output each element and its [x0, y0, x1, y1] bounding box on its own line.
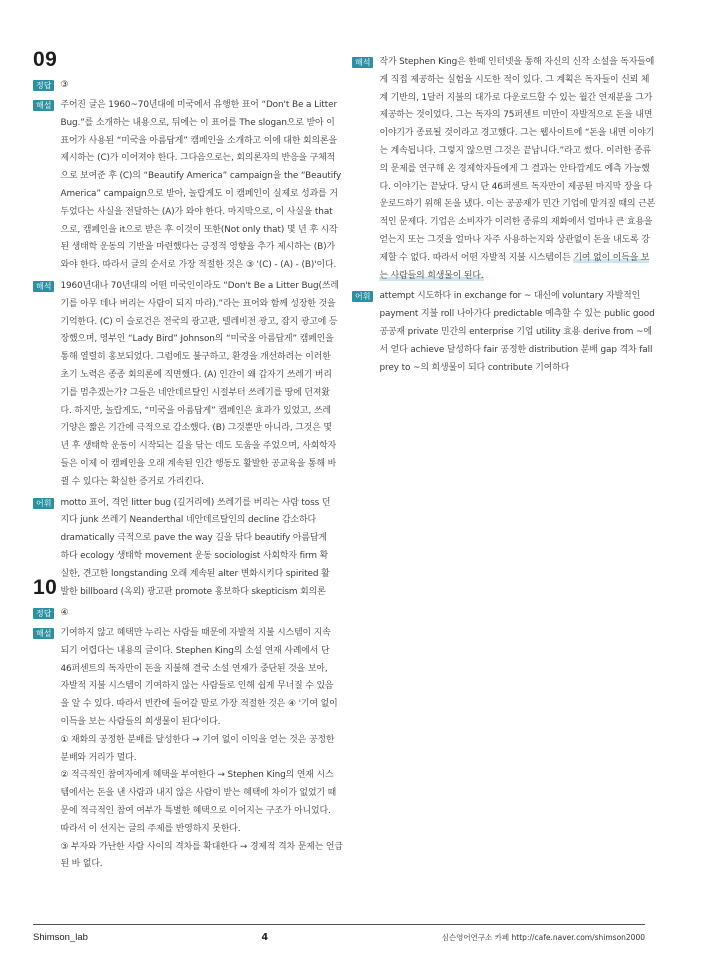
- explanation-block: [33, 625, 343, 874]
- explanation-tag: 해설: [33, 628, 54, 639]
- answer-value: ④: [60, 608, 69, 618]
- question-09-section: [33, 48, 342, 604]
- translation-block: [33, 278, 339, 492]
- translation-tag: 해석: [352, 57, 373, 68]
- text-line: 문에 적극적인 참여 여부가 특별한 혜택으로 이어지는 구조가 아니었다.: [60, 805, 331, 816]
- translation-tag: 해석: [33, 281, 54, 292]
- text-line: 표어가 사용된 “미국을 아름답게” 캠페인을 소개하고 이에 대한 회의론을: [60, 135, 337, 146]
- text-line: 의 문제를 연구해 온 경제학자들에게 그 결과는 안타깝게도 예측 가능했: [379, 163, 650, 174]
- text-line: dramatically 극적으로 pave the way 길을 닦다 beautify 아름답게: [60, 533, 327, 544]
- text-line: 지다 junk 쓰레기 Neanderthal 네안데르탈인의 decline 감소하다: [60, 515, 316, 526]
- text-line: 이득을 보는 사람들의 희생물이 된다'이다.: [60, 716, 221, 727]
- question-number: 09: [33, 48, 58, 71]
- text-line: 와야 한다. 따라서 글의 순서로 가장 적절한 것은 ③ '(C) - (A) - (B)'이다.: [60, 260, 337, 271]
- text-line: prey to ~의 희생물이 되다 contribute 기여하다: [379, 362, 570, 373]
- text-line: 분배와 거리가 멀다.: [60, 752, 137, 763]
- text-line: 제시하는 (C)가 이어져야 한다. 그다음으로는, 회의론자의 반응을 구체적: [60, 153, 336, 164]
- text-line: motto 표어, 격언 litter bug (길거리에) 쓰레기를 버리는 사람 toss 던: [60, 497, 331, 508]
- text-line: 기양은 짧은 기간에 극적으로 감소했다. (B) 그것뿐만 아니라, 그것은 몇: [60, 423, 332, 434]
- explanation-text: [60, 625, 342, 874]
- text-line: 적인 문제다. 기업은 소비자가 이러한 종류의 재화에서 얼마나 큰 효용을: [379, 217, 653, 228]
- text-line: 이야기가 종료될 것이라고 경고했다. 그는 웹사이트에 “돈을 내면 이야기: [379, 128, 655, 139]
- text-line: 템에서는 돈을 낸 사람과 내지 않은 사람이 받는 혜택에 차이가 없었기 때: [60, 788, 337, 799]
- answer-tag: 정답: [33, 608, 54, 619]
- question-number: 10: [33, 576, 58, 599]
- answer-tag: 정답: [33, 80, 54, 91]
- text-line: 으로 보여준 후 (C)의 “Beautify America” campaign을 the “Beautify: [60, 171, 342, 182]
- text-line: 되기 어렵다는 내용의 글이다. Stephen King의 소설 연재 사례에서 단: [60, 645, 330, 656]
- question-10-right-column: [352, 54, 656, 380]
- text-line: 주어진 글은 1960~70년대에 미국에서 유행한 표어 “Don't Be a Litter: [60, 100, 337, 110]
- text-line: 기를 멈추겠는가? 그들은 네안데르탈인 시절부터 쓰레기를 땅에 던져왔: [60, 387, 330, 398]
- text-line: 된 바 없다.: [60, 859, 103, 870]
- text-line: 따라서 이 선지는 글의 주제를 반영하지 못한다.: [60, 823, 241, 834]
- text-line: 공공재 private 민간의 enterprise 기업 utility 효용 derive from ~에: [379, 326, 652, 337]
- vocabulary-tag: 어휘: [33, 498, 54, 509]
- text-line: 으로, 캠페인을 it으로 받은 후 이것이 또한(Not only that) 몇 년 후 시작: [60, 224, 338, 235]
- text-line: 을 알 수 있다. 따라서 빈칸에 들어갈 말로 가장 적절한 것은 ④ '기여 없이: [60, 699, 338, 710]
- answer-value: ③: [60, 80, 69, 90]
- answer-row: [33, 605, 331, 622]
- text-line: attempt 시도하다 in exchange for ~ 대신에 voluntary 자발적인: [379, 291, 641, 302]
- text-line: 실한, 견고한 longstanding 오래 계속된 alter 변화시키다 spirited 활: [60, 568, 330, 579]
- text-line: ① 재화의 공정한 분배를 달성한다 → 기여 없이 이익을 얻는 것은 공정한: [60, 734, 335, 745]
- translation-text: [379, 54, 655, 285]
- text-line: 년 후 생태학 운동이 시작되는 길을 닦는 데도 도움을 주었으며, 사회학자: [60, 441, 337, 452]
- text-line: 자발적 지불 시스템이 기여하지 않는 사람들로 인해 쉽게 무너질 수 있음: [60, 681, 334, 692]
- text-line: 뀔 수 있다는 확실한 증거로 가리킨다.: [60, 476, 204, 487]
- text-line: 제공하는 것이었다. 그는 독자의 75퍼센트 미만이 자발적으로 돈을 내면: [379, 110, 653, 121]
- text-line: 기억한다. (C) 이 슬로건은 전국의 광고판, 텔레비전 광고, 잡지 광고에 등: [60, 316, 338, 327]
- text-line: 기를 아무 데나 버리는 사람이 되지 마라).”라는 표어와 함께 성장한 것을: [60, 298, 336, 309]
- explanation-block: [33, 97, 342, 275]
- text-line: 통해 열렬히 홍보되었다. 그럼에도 불구하고, 환경을 개선하려는 이러한: [60, 352, 331, 363]
- text-line: 1960년대나 70년대의 어떤 미국인이라도 “Don't Be a Litter Bug(쓰레: [60, 280, 339, 291]
- text-line: 46퍼센트의 독자만이 돈을 지불해 결국 소설 연재가 중단된 것을 보아,: [60, 663, 328, 674]
- footer-site-link[interactable]: 심슨영어연구소 카페 http://cafe.naver.com/shimson2000: [441, 932, 645, 942]
- text-line: 게 직접 제공하는 실험을 시도한 적이 있다. 그 계획은 독자들이 신뢰 체: [379, 74, 650, 85]
- explanation-text: [60, 97, 341, 275]
- vocabulary-block: [352, 288, 655, 377]
- vocabulary-text: [379, 288, 654, 377]
- text-line: 는 사람들의 희생물이 된다.: [379, 270, 484, 281]
- text-line: 서 얻다 achieve 달성하다 fair 공정한 distribution 분배 gap 격차 fall: [379, 344, 653, 355]
- text-line: 제할 수 없다. 따라서 어떤 자발적 지불 시스템이든 기여 없이 이득을 보: [379, 252, 650, 263]
- text-line: 두었다는 사실을 전달하는 (A)가 와야 한다. 마지막으로, 이 사실을 that: [60, 206, 333, 217]
- text-line: 는 계속됩니다. 그렇지 않으면 그것은 끝납니다.”라고 썼다. 이러한 종류: [379, 145, 652, 156]
- footer-brand: Shimson_lab: [33, 931, 88, 943]
- text-line: 운로드하기 위해 돈을 냈다. 이는 공공재가 민간 기업에 맡겨질 때의 근본: [379, 199, 656, 210]
- text-line: 다. 이야기는 끝났다. 당시 단 46퍼센트 독자만이 제공된 마지막 장을 다: [379, 181, 652, 192]
- text-line: 계 기반의, 1달러 지불의 대가로 다운로드할 수 있는 월간 연재분을 그가: [379, 92, 653, 103]
- text-line: ② 적극적인 참여자에게 혜택을 부여한다 → Stephen King의 연재 시스: [60, 770, 334, 781]
- text-line: 하다 ecology 생태학 movement 운동 sociologist 사회학자 firm 확: [60, 550, 329, 561]
- text-line: America” campaign으로 받아, 놀랍게도 이 캠페인이 실제로 성과를 거: [60, 188, 338, 199]
- text-line: 된 생태학 운동의 기반을 마련했다는 긍정적 영향을 추가 제시하는 (B)가: [60, 242, 335, 253]
- text-line: 얻는지 또는 그것을 얼마나 자주 사용하는지와 상관없이 돈을 내도록 강: [379, 234, 650, 245]
- text-line: payment 지불 roll 나아가다 predictable 예측할 수 있는 public good: [379, 309, 655, 320]
- text-line: Bug.”를 소개하는 내용으로, 뒤에는 이 표어를 The slogan으로 받아 이: [60, 117, 335, 128]
- text-line: 초기 노력은 종종 회의론에 직면했다. (A) 인간이 왜 갑자기 쓰레기 버리: [60, 369, 332, 380]
- page-number: 4: [261, 931, 269, 943]
- translation-text: [60, 278, 338, 492]
- text-line: ③ 부자와 가난한 사람 사이의 격차를 확대한다 → 경제적 격차 문제는 언급: [60, 841, 343, 852]
- text-line: 작가 Stephen King은 한때 인터넷을 통해 자신의 신작 소설을 독자들에: [379, 57, 655, 67]
- translation-block: [352, 54, 656, 285]
- answer-row: [33, 77, 331, 94]
- vocabulary-tag: 어휘: [352, 291, 373, 302]
- text-line: 들은 이제 이 캠페인을 오래 계속된 인간 행동도 활발한 공교육을 통해 바: [60, 458, 337, 469]
- question-10-section: [33, 576, 343, 877]
- text-line: 장했으며, 영부인 “Lady Bird” Johnson의 “미국을 아름답게” 캠페인을: [60, 334, 334, 345]
- explanation-tag: 해설: [33, 100, 54, 111]
- page-footer: [33, 924, 645, 949]
- text-line: 다. 하지만, 놀랍게도, “미국을 아름답게” 캠페인은 효과가 있었고, 쓰레: [60, 405, 331, 416]
- text-line: 발한 billboard (옥외) 광고판 promote 홍보하다 skepticism 회의론: [60, 586, 326, 597]
- text-line: 기여하지 않고 혜택만 누리는 사람들 때문에 자발적 지불 시스템이 지속: [60, 628, 331, 638]
